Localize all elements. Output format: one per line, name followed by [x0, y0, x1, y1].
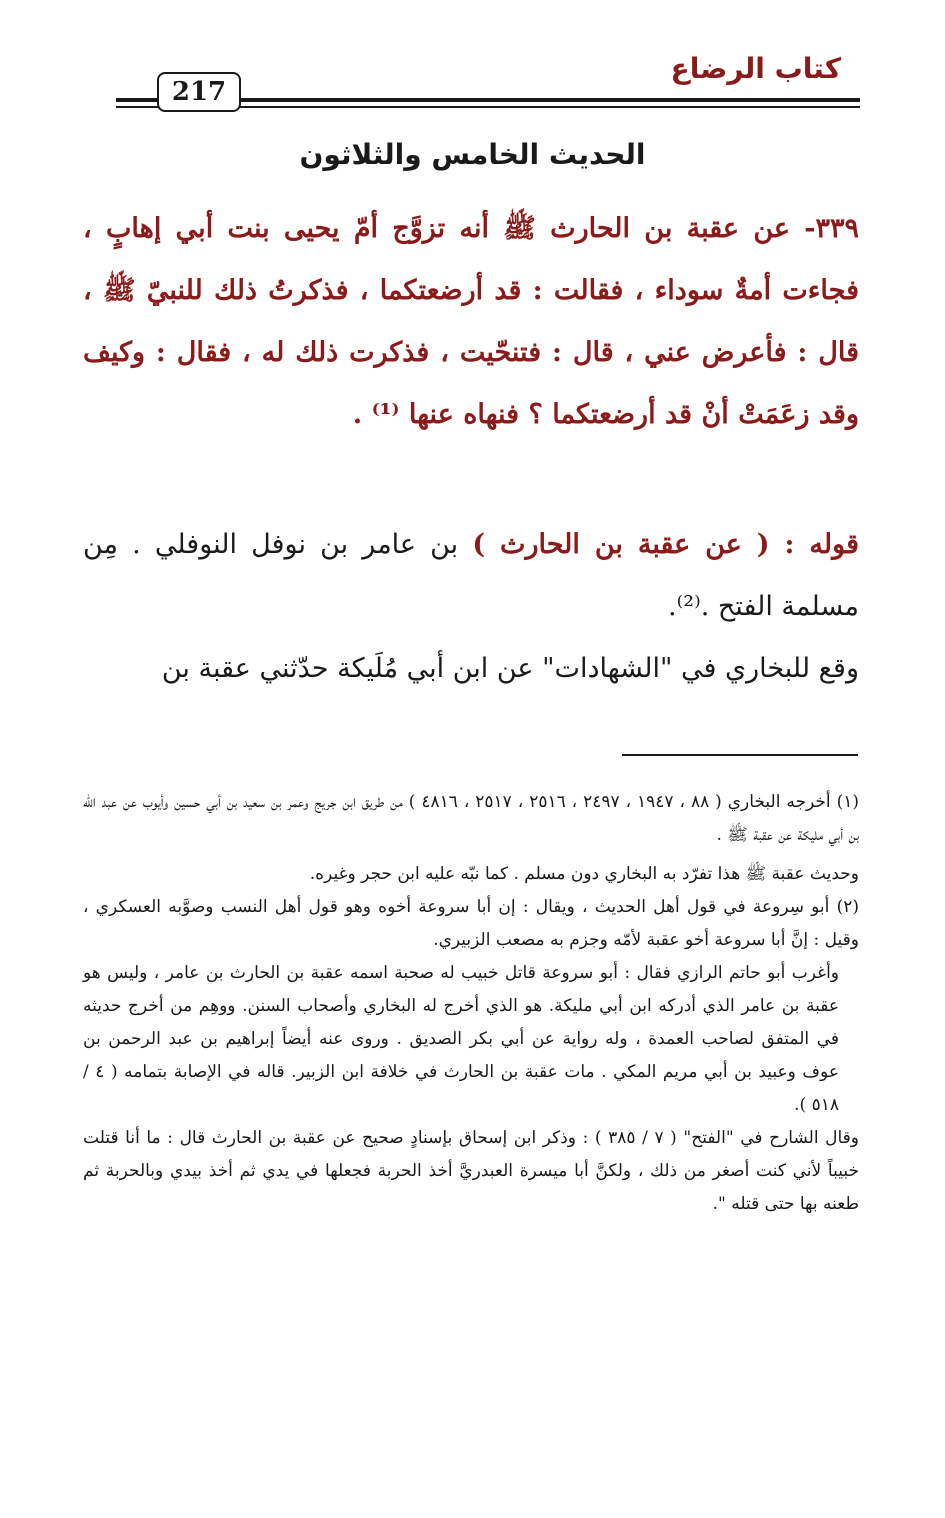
footnote-2-detail: وأغرب أبو حاتم الرازي فقال : أبو سروعة قاتل خبيب له صحبة اسمه عقبة بن الحارث بن عامر ، وليس هو عقبة بن عامر الذي أدركه ابن أبي مليكة. هو الذي أخرج له البخاري وأصحاب السنن. ووهِم من أخرج حديثه في المتفق لصاحب العمدة ، وله رواية عن أبي بكر الصديق . وروى عنه أيضاً إبراهيم بن عبد الرحمن بن عوف وعبيد بن أبي مريم المكي . مات عقبة بن الحارث في خلافة ابن الزبير. قاله في الإصابة بتمامه ( ٤ / ٥١٨ ). — [83, 963, 839, 1115]
footnote-1: (١) أخرجه البخاري ( ٨٨ ، ١٩٤٧ ، ٢٤٩٧ ، ٢٥١٦ ، ٢٥١٧ ، ٤٨١٦ ) من طريق ابن جريج وعمر بن سعيد بن أبي حسين وأيوب عن عبد الله بن أبي مليكة عن عقبة ﷺ . — [83, 792, 859, 845]
hadith-text: ٣٣٩- عن عقبة بن الحارث ﷺ أنه تزوَّج أمّ يحيى بنت أبي إهابٍ ، فجاءت أمةٌ سوداء ، فقالت : قد أرضعتكما ، فذكرتُ ذلك للنبيّ ﷺ ، قال : فأعرض عني ، قال : فتنحّيت ، فذكرت ذلك له ، فقال : وكيف وقد زعَمَتْ أنْ قد أرضعتكما ؟ فنهاه عنها ⁽¹⁾ . — [83, 213, 859, 430]
chapter-title: كتاب الرضاع — [670, 52, 841, 85]
footnote-1-note: وحديث عقبة ﷺ هذا تفرّد به البخاري دون مسلم . كما نبّه عليه ابن حجر وغيره. — [309, 864, 859, 884]
footnote-separator — [622, 754, 858, 756]
footnotes — [83, 786, 859, 1221]
commentary-paragraph-1 — [83, 514, 859, 638]
commentary-line1-rest: بن عامر بن نوفل النوفلي . مِن مسلمة الفتح .⁽²⁾. — [83, 529, 859, 622]
hadith-heading: الحديث الخامس والثلاثون — [299, 138, 646, 171]
page-number: 217 — [157, 72, 241, 112]
commentary-paragraph-2: وقع للبخاري في "الشهادات" عن ابن أبي مُلَيكة حدّثني عقبة بن — [161, 653, 859, 684]
commentary — [83, 514, 859, 700]
footnote-2: (٢) أبو سِروعة في قول أهل الحديث ، ويقال : إن أبا سروعة أخوه وهو قول أهل النسب وصوَّبه العسكري ، وقيل : إنَّ أبا سروعة أخو عقبة لأمّه وجزم به مصعب الزبيري. — [83, 897, 859, 950]
footnote-2-fath: وقال الشارح في "الفتح" ( ٧ / ٣٨٥ ) : وذكر ابن إسحاق بإسنادٍ صحيح عن عقبة بن الحارث قال : ما أنا قتلت خبيباً لأني كنت أصغر من ذلك ، ولكنَّ أبا ميسرة العبدريَّ أخذ الحربة فجعلها في يدي ثم أخذ بيدي وبالحربة ثم طعنه بها حتى قتله ". — [83, 1128, 859, 1214]
commentary-lead: قوله : ( عن عقبة بن الحارث ) — [472, 529, 859, 560]
